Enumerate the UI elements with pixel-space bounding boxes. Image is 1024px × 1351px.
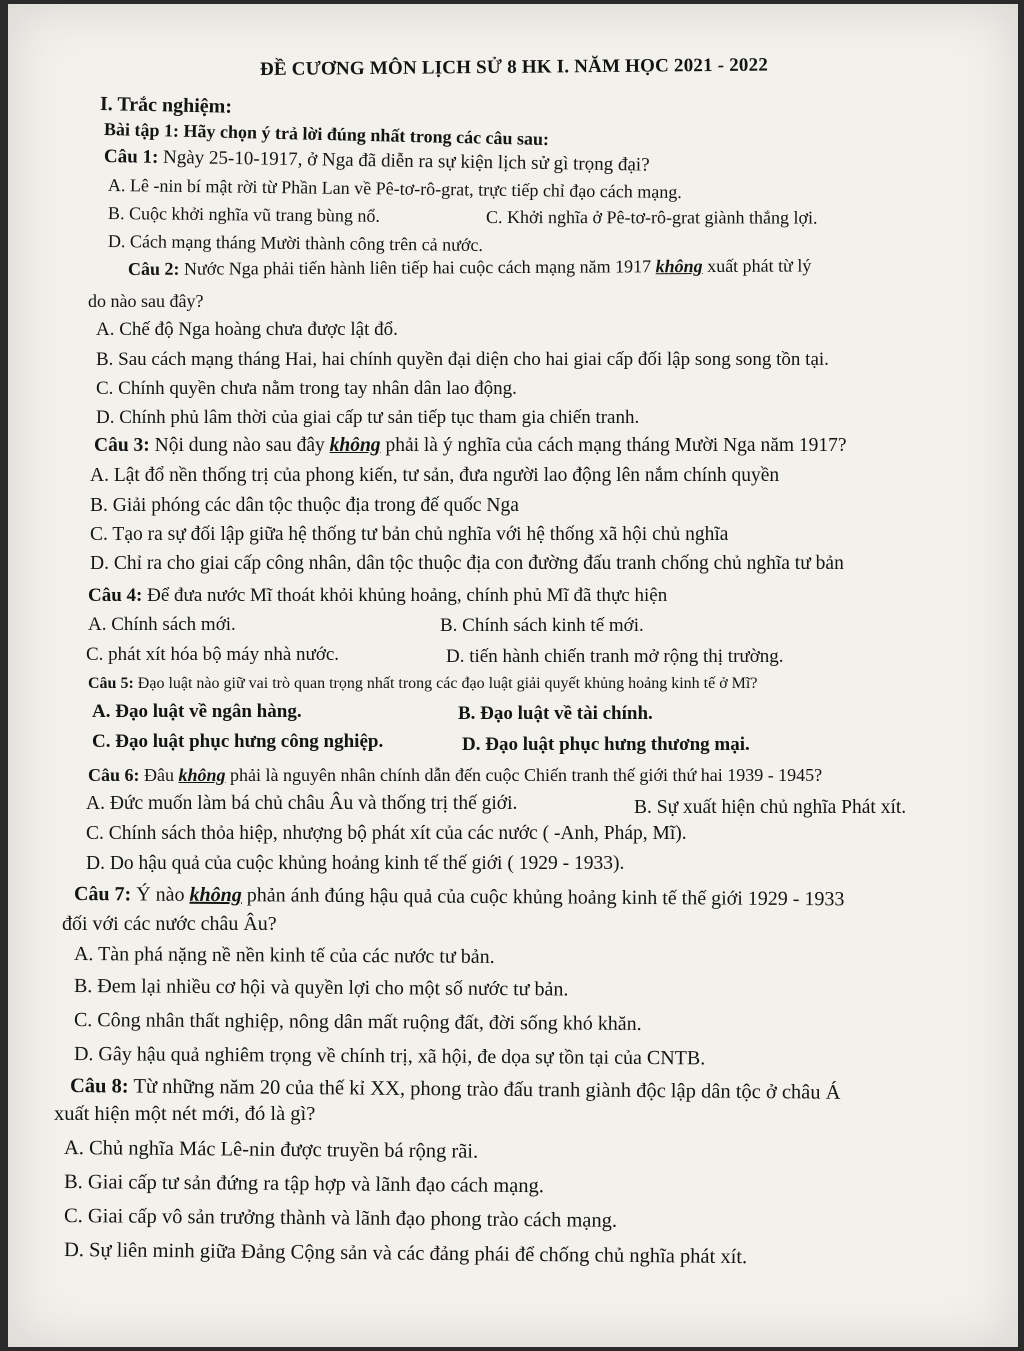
question-3-label: Câu 3: bbox=[94, 435, 150, 456]
question-8-label: Câu 8: bbox=[69, 1075, 129, 1098]
q7-option-d: D. Gây hậu quả nghiêm trọng về chính trị, xã hội, đe dọa sự tồn tại của CNTB. bbox=[73, 1043, 706, 1070]
question-8-continuation: xuất hiện một nét mới, đó là gì? bbox=[54, 1103, 316, 1125]
q1-option-c: C. Khởi nghĩa ở Pê-tơ-rô-grat giành thắng lợi. bbox=[485, 207, 818, 228]
question-7-label: Câu 7: bbox=[73, 883, 132, 906]
question-6-label: Câu 6: bbox=[88, 765, 140, 785]
question-2-text-pre: Nước Nga phải tiến hành liên tiếp hai cuộc cách mạng năm 1917 bbox=[183, 256, 652, 279]
q3-option-c: C. Tạo ra sự đối lập giữa hệ thống tư bản chủ nghĩa với hệ thống xã hội chủ nghĩa bbox=[90, 524, 729, 545]
q3-option-a: A. Lật đổ nền thống trị của phong kiến, tư sản, đưa người lao động lên nắm chính quyền bbox=[90, 465, 780, 486]
question-6-text-post: phải là nguyên nhân chính dẫn đến cuộc Chiến tranh thế giới thứ hai 1939 - 1945? bbox=[230, 765, 823, 785]
question-7 bbox=[74, 884, 845, 909]
question-4 bbox=[88, 586, 667, 605]
q8-option-a: A. Chủ nghĩa Mác Lê-nin được truyền bá rộng rãi. bbox=[63, 1137, 479, 1163]
question-8-text: Từ những năm 20 của thế kỉ XX, phong trào đấu tranh giành độc lập dân tộc ở châu Á bbox=[133, 1075, 841, 1104]
exam-paper bbox=[8, 4, 1018, 1347]
question-3 bbox=[94, 436, 847, 456]
q7-option-c: C. Công nhân thất nghiệp, nông dân mất ruộng đất, đời sống khó khăn. bbox=[73, 1009, 642, 1035]
q5-option-d: D. Đạo luật phục hưng thương mại. bbox=[462, 734, 750, 755]
question-2 bbox=[128, 256, 812, 278]
q4-option-a: A. Chính sách mới. bbox=[88, 614, 236, 635]
q6-option-b: B. Sự xuất hiện chủ nghĩa Phát xít. bbox=[634, 797, 907, 818]
q8-option-d: D. Sự liên minh giữa Đảng Cộng sản và các đảng phái để chống chủ nghĩa phát xít. bbox=[63, 1239, 748, 1269]
q2-option-c: C. Chính quyền chưa nằm trong tay nhân dân lao động. bbox=[96, 378, 517, 399]
q3-option-d: D. Chỉ ra cho giai cấp công nhân, dân tộc thuộc địa con đường đấu tranh chống chủ nghĩa tư bản bbox=[90, 553, 844, 574]
question-4-text: Để đưa nước Mĩ thoát khỏi khủng hoảng, chính phủ Mĩ đã thực hiện bbox=[147, 585, 668, 606]
q1-option-a: A. Lê -nin bí mật rời từ Phần Lan về Pê-tơ-rô-grat, trực tiếp chỉ đạo cách mạng. bbox=[107, 175, 682, 203]
exercise-heading: Bài tập 1: Hãy chọn ý trả lời đúng nhất trong các câu sau: bbox=[103, 119, 550, 150]
question-7-negation: không bbox=[189, 883, 242, 907]
question-1-text: Ngày 25-10-1917, ở Nga đã diễn ra sự kiện lịch sử gì trọng đại? bbox=[162, 146, 650, 176]
question-1-label: Câu 1: bbox=[103, 146, 159, 168]
question-2-text-post: xuất phát từ lý bbox=[707, 255, 812, 276]
question-2-continuation: do nào sau đây? bbox=[88, 291, 204, 311]
q6-option-a: A. Đức muốn làm bá chủ châu Âu và thống trị thế giới. bbox=[86, 793, 518, 814]
question-5 bbox=[88, 676, 757, 692]
question-6 bbox=[88, 766, 822, 784]
q1-option-b: B. Cuộc khởi nghĩa vũ trang bùng nổ. bbox=[107, 203, 381, 226]
q8-option-c: C. Giai cấp vô sản trưởng thành và lãnh đạo phong trào cách mạng. bbox=[63, 1205, 618, 1232]
question-6-text-pre: Đâu bbox=[144, 765, 175, 785]
q2-option-d: D. Chính phủ lâm thời của giai cấp tư sản tiếp tục tham gia chiến tranh. bbox=[96, 407, 640, 428]
q8-option-b: B. Giai cấp tư sản đứng ra tập hợp và lãnh đạo cách mạng. bbox=[63, 1171, 545, 1198]
question-8 bbox=[70, 1076, 841, 1103]
question-2-negation: không bbox=[655, 255, 703, 277]
q6-option-d: D. Do hậu quả của cuộc khủng hoảng kinh tế thế giới ( 1929 - 1933). bbox=[86, 853, 625, 874]
question-7-text-post: phản ánh đúng hậu quả của cuộc khủng hoảng kinh tế thế giới 1929 - 1933 bbox=[246, 884, 845, 911]
exam-content bbox=[8, 4, 1018, 1347]
q5-option-c: C. Đạo luật phục hưng công nghiệp. bbox=[92, 731, 384, 752]
question-3-text-post: phải là ý nghĩa của cách mạng tháng Mười Nga năm 1917? bbox=[385, 435, 847, 456]
question-2-label: Câu 2: bbox=[127, 258, 180, 279]
question-5-label: Câu 5: bbox=[88, 675, 134, 692]
question-3-negation: không bbox=[329, 435, 381, 456]
question-6-negation: không bbox=[178, 765, 226, 785]
q2-option-b: B. Sau cách mạng tháng Hai, hai chính quyền đại diện cho hai giai cấp đối lập song song tồn tại. bbox=[96, 349, 829, 370]
q7-option-b: B. Đem lại nhiều cơ hội và quyền lợi cho một số nước tư bản. bbox=[73, 975, 569, 1001]
section-heading: I. Trắc nghiệm: bbox=[99, 93, 233, 118]
q1-option-d: D. Cách mạng tháng Mười thành công trên cả nước. bbox=[107, 231, 484, 255]
q3-option-b: B. Giải phóng các dân tộc thuộc địa trong đế quốc Nga bbox=[90, 495, 519, 516]
question-4-label: Câu 4: bbox=[88, 585, 143, 606]
q4-option-b: B. Chính sách kinh tế mới. bbox=[440, 615, 644, 636]
q4-option-d: D. tiến hành chiến tranh mở rộng thị trường. bbox=[446, 646, 784, 667]
q6-option-c: C. Chính sách thỏa hiệp, nhượng bộ phát xít của các nước ( -Anh, Pháp, Mĩ). bbox=[86, 823, 687, 844]
q4-option-c: C. phát xít hóa bộ máy nhà nước. bbox=[86, 644, 340, 665]
question-5-text: Đạo luật nào giữ vai trò quan trọng nhất trong các đạo luật giải quyết khủng hoảng kinh tế ở Mĩ? bbox=[137, 675, 758, 692]
q5-option-b: B. Đạo luật về tài chính. bbox=[458, 703, 653, 724]
question-7-continuation: đối với các nước châu Âu? bbox=[62, 913, 277, 935]
document-title: ĐỀ CƯƠNG MÔN LỊCH SỬ 8 HK I. NĂM HỌC 2021 - 2022 bbox=[259, 54, 769, 80]
question-1 bbox=[104, 147, 650, 175]
q5-option-a: A. Đạo luật về ngân hàng. bbox=[92, 701, 302, 722]
q7-option-a: A. Tàn phá nặng nề nền kinh tế của các nước tư bản. bbox=[73, 943, 495, 968]
question-3-text-pre: Nội dung nào sau đây bbox=[154, 435, 325, 456]
q2-option-a: A. Chế độ Nga hoàng chưa được lật đổ. bbox=[96, 319, 398, 340]
question-7-text-pre: Ý nào bbox=[136, 883, 185, 906]
